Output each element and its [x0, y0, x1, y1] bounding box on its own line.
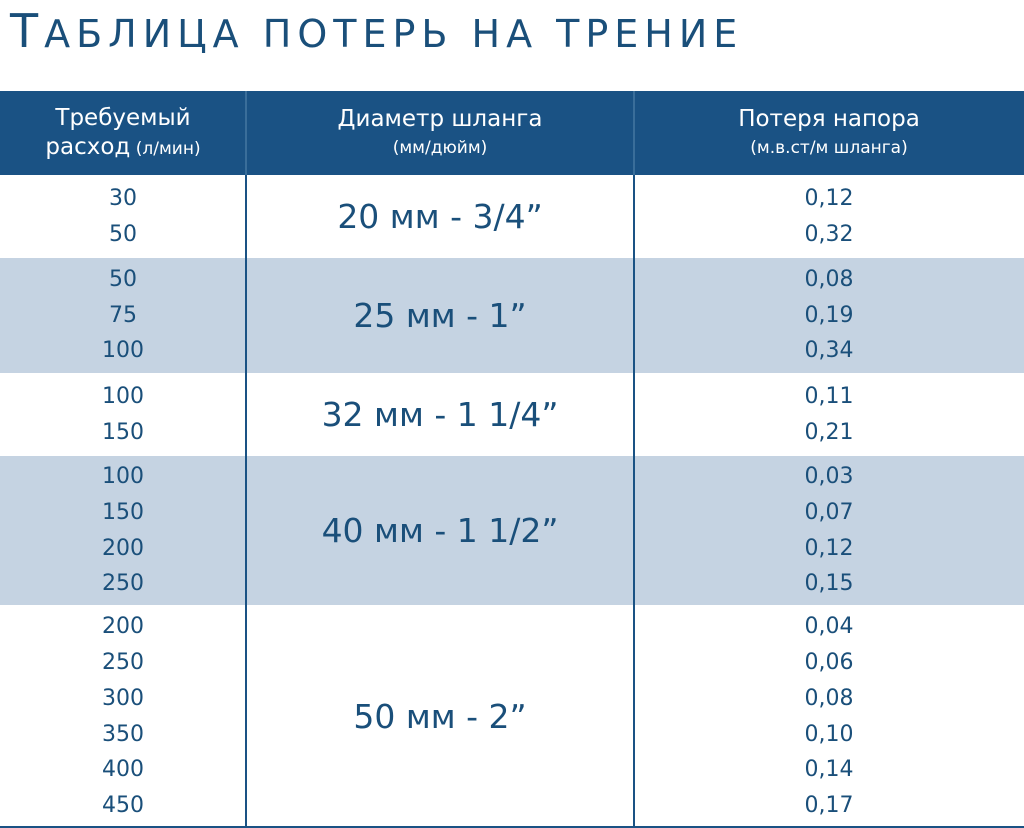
table-row-group [0, 175, 1024, 258]
header-flow-line1: Требуемый [55, 105, 191, 131]
friction-loss-table [0, 91, 1024, 828]
table-row-group [0, 258, 1024, 373]
loss-cell [634, 373, 1024, 456]
loss-value: 0,04 [804, 614, 854, 640]
flow-cell [0, 456, 246, 605]
loss-value: 0,12 [804, 535, 854, 561]
loss-cell [634, 258, 1024, 373]
flow-cell [0, 605, 246, 828]
flow-value: 400 [102, 757, 144, 783]
flow-cell [0, 258, 246, 373]
table-header [0, 91, 1024, 175]
header-flow-main: расход [45, 134, 131, 160]
table-row-group [0, 605, 1024, 828]
header-loss-line1: Потеря напора [738, 106, 920, 132]
loss-value: 0,15 [804, 571, 854, 597]
diameter-cell [246, 456, 634, 605]
loss-cell [634, 605, 1024, 828]
page-title [10, 4, 743, 58]
column-divider [245, 175, 247, 828]
flow-value: 100 [102, 464, 144, 490]
diameter-value: 20 мм - 3/4” [337, 197, 543, 236]
flow-cell [0, 175, 246, 258]
flow-value: 250 [102, 650, 144, 676]
loss-value: 0,12 [804, 185, 854, 211]
loss-value: 0,10 [804, 721, 854, 747]
flow-value: 200 [102, 535, 144, 561]
loss-value: 0,11 [804, 383, 854, 409]
diameter-value: 25 мм - 1” [353, 296, 527, 335]
loss-value: 0,17 [804, 792, 854, 818]
flow-value: 30 [109, 185, 137, 211]
flow-value: 200 [102, 614, 144, 640]
loss-value: 0,07 [804, 499, 854, 525]
flow-value: 100 [102, 383, 144, 409]
loss-value: 0,06 [804, 650, 854, 676]
title-rest: АБЛИЦА ПОТЕРЬ НА ТРЕНИЕ [44, 12, 744, 56]
header-flow [0, 91, 246, 175]
loss-value: 0,34 [804, 338, 854, 364]
flow-value: 150 [102, 419, 144, 445]
flow-value: 50 [109, 266, 137, 292]
table-row-group [0, 456, 1024, 605]
flow-value: 350 [102, 721, 144, 747]
flow-value: 150 [102, 499, 144, 525]
diameter-cell [246, 258, 634, 373]
header-diameter [246, 91, 634, 175]
title-first-letter: Т [10, 4, 45, 58]
flow-value: 50 [109, 221, 137, 247]
loss-value: 0,21 [804, 419, 854, 445]
diameter-value: 50 мм - 2” [353, 697, 527, 736]
loss-value: 0,32 [804, 221, 854, 247]
flow-cell [0, 373, 246, 456]
diameter-cell [246, 373, 634, 456]
loss-cell [634, 175, 1024, 258]
flow-value: 75 [109, 302, 137, 328]
flow-value: 250 [102, 571, 144, 597]
table-row-group [0, 373, 1024, 456]
loss-value: 0,03 [804, 464, 854, 490]
diameter-cell [246, 605, 634, 828]
diameter-value: 32 мм - 1 1/4” [321, 395, 559, 434]
loss-value: 0,19 [804, 302, 854, 328]
diameter-value: 40 мм - 1 1/2” [321, 511, 559, 550]
header-diameter-line1: Диаметр шланга [337, 106, 543, 132]
header-diameter-unit: (мм/дюйм) [392, 138, 488, 158]
loss-value: 0,08 [804, 266, 854, 292]
flow-value: 100 [102, 338, 144, 364]
column-divider [633, 175, 635, 828]
loss-value: 0,08 [804, 685, 854, 711]
header-flow-line2 [45, 133, 200, 163]
flow-value: 300 [102, 685, 144, 711]
loss-cell [634, 456, 1024, 605]
diameter-cell [246, 175, 634, 258]
flow-value: 450 [102, 792, 144, 818]
table-body [0, 175, 1024, 828]
loss-value: 0,14 [804, 757, 854, 783]
header-loss-unit: (м.в.ст/м шланга) [750, 138, 908, 158]
header-flow-unit: (л/мин) [135, 139, 201, 159]
header-loss [634, 91, 1024, 175]
